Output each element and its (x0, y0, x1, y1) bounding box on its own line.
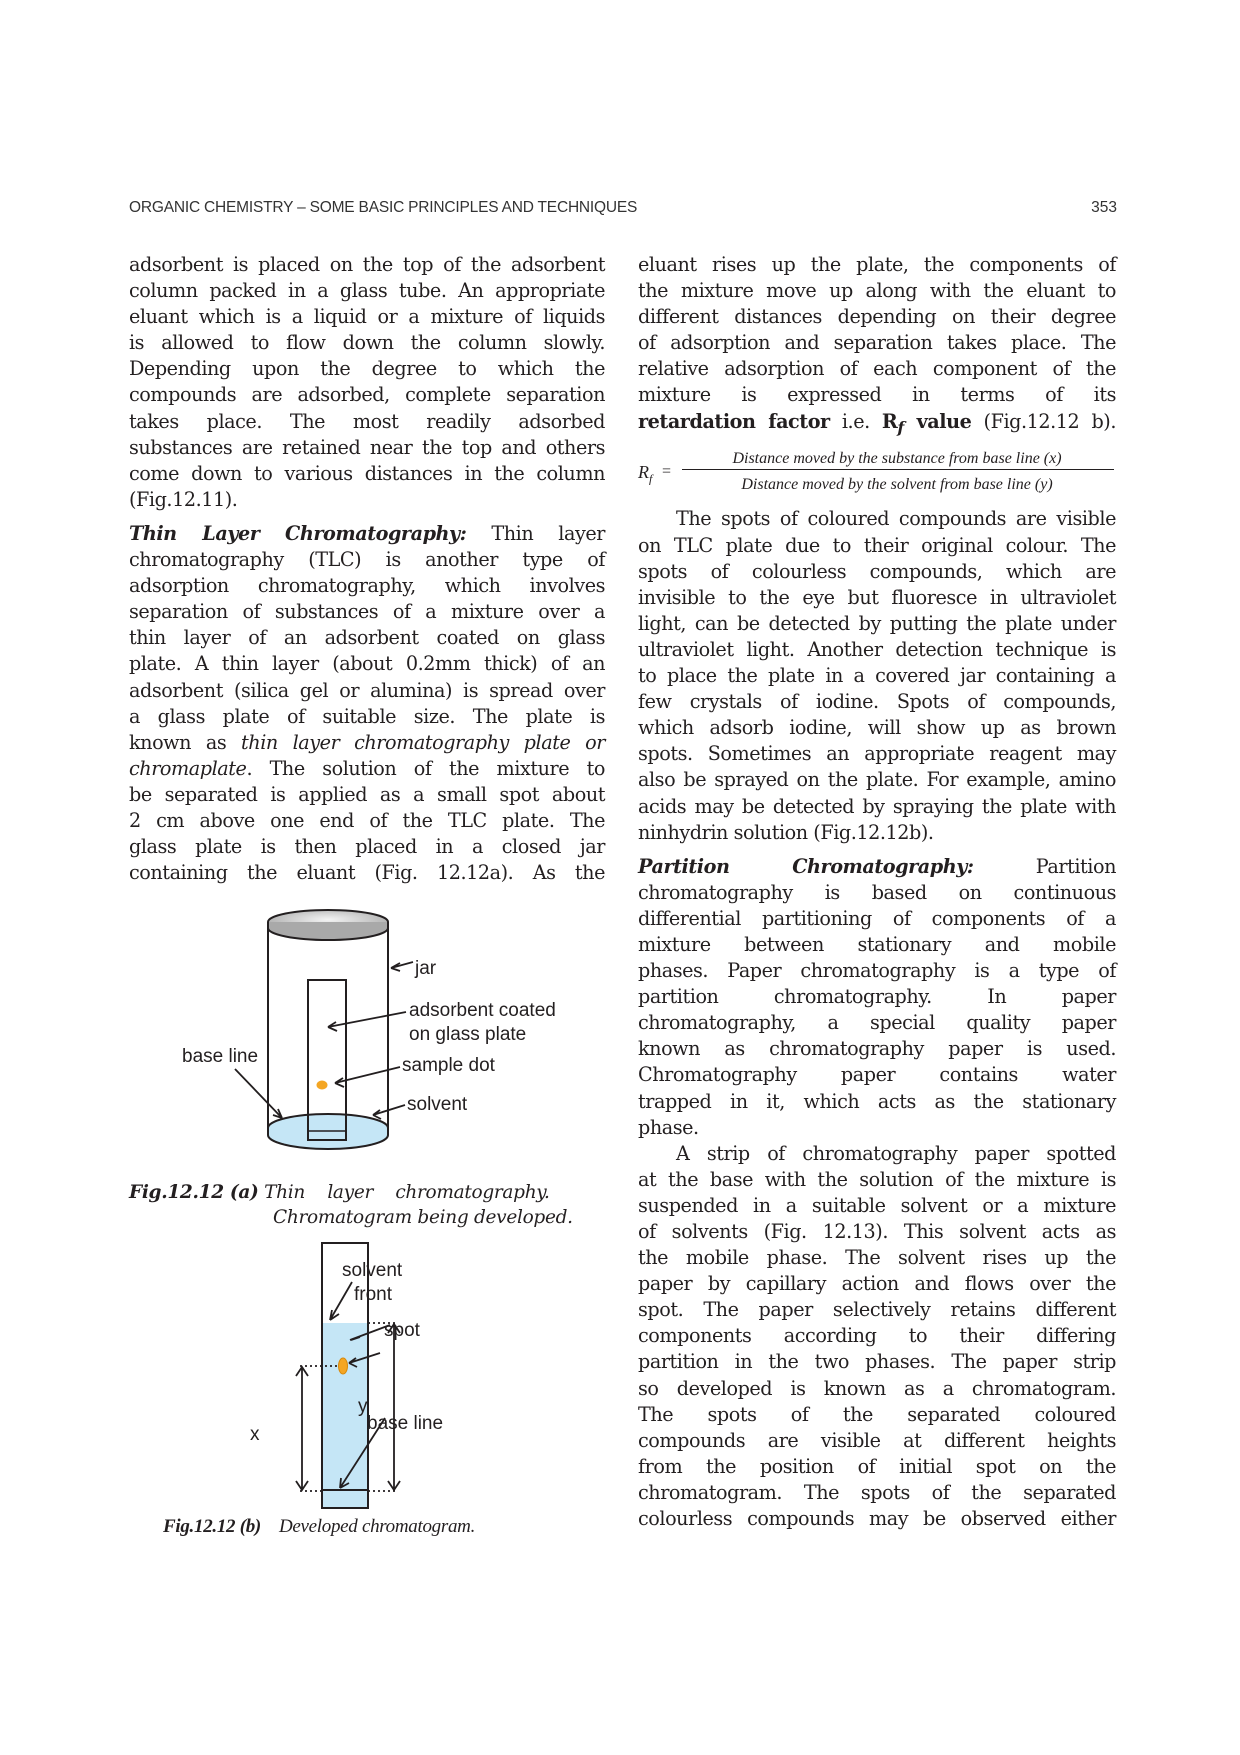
italic-term: chromaplate (129, 756, 247, 780)
text-line: (Fig.12.11). (129, 487, 238, 511)
text-line: of solvents (Fig. 12.13). This solvent acts as (638, 1220, 1116, 1244)
text-line: be separated is applied as a small spot about (129, 782, 605, 806)
chapter-title: ORGANIC CHEMISTRY – SOME BASIC PRINCIPLES AND TECHNIQUES (129, 199, 638, 216)
label-solvent-front-2: front (354, 1284, 393, 1305)
base-line-arrow (235, 1069, 282, 1118)
text-line: plate. A thin layer (about 0.2mm thick) of an (129, 652, 605, 676)
text-line: 2 cm above one end of the TLC plate. The (129, 808, 605, 832)
text-line: partition chromatography. In paper (638, 985, 1116, 1009)
text-line: chromatography, a special quality paper (638, 1011, 1116, 1035)
text-line: is allowed to flow down the column slowly. (129, 331, 605, 355)
text-line: compounds are visible at different heights (638, 1428, 1116, 1452)
text-line: colourless compounds may be observed either (638, 1507, 1116, 1531)
text-line: from the position of initial spot on the (638, 1454, 1116, 1478)
text-line: Partition Chromatography: Partition (638, 854, 1116, 878)
text-line: substances are retained near the top and others (129, 435, 605, 459)
text-line: mixture is expressed in terms of its (638, 383, 1116, 407)
detection-paragraph (638, 506, 1116, 845)
plate-arrow (328, 1012, 406, 1031)
formula-denominator: Distance moved by the solvent from base line (y) (741, 476, 1053, 494)
text-line: known as thin layer chromatography plate or (129, 730, 605, 754)
sample-dot (317, 1081, 328, 1090)
jar-lid-rim (268, 922, 388, 940)
text-line: known as chromatography paper is used. (638, 1037, 1116, 1061)
text-line: relative adsorption of each component of the (638, 357, 1116, 381)
sample-dot-arrow (335, 1067, 400, 1087)
figure-tlc-jar (160, 905, 600, 1165)
label-adsorbent-1: adsorbent coated (409, 1000, 556, 1021)
text-line: mixture between stationary and mobile (638, 932, 1116, 956)
bold-term-retardation-factor: retardation factor (638, 409, 830, 433)
text-line: retardation factor i.e. $R_f$ value (Fig.12.12 b). (638, 409, 1116, 437)
text-line: chromatogram. The spots of the separated (638, 1480, 1116, 1504)
text-line: paper by capillary action and flows over the (638, 1272, 1116, 1296)
text-line: containing the eluant (Fig. 12.12a). As the (129, 861, 605, 885)
formula-numerator: Distance moved by the substance from base line (x) (732, 450, 1062, 468)
text-line: phases. Paper chromatography is a type of (638, 959, 1116, 983)
label-sample-dot: sample dot (402, 1055, 495, 1076)
rf-formula (638, 446, 1116, 496)
text-line: which adsorb iodine, will show up as brown (638, 716, 1116, 740)
text-line: Thin Layer Chromatography: Thin layer (129, 521, 605, 545)
column-chromatography-paragraph (129, 252, 605, 513)
text-line: the mobile phase. The solvent rises up the (638, 1246, 1116, 1270)
partition-paragraph (638, 854, 1116, 1141)
text-line: the mixture move up along with the eluant to (638, 279, 1116, 303)
tlc-heading: Thin Layer Chromatography: (129, 521, 467, 545)
label-solvent: solvent (407, 1094, 468, 1115)
text-line: come down to various distances in the column (129, 461, 605, 485)
text-line: spots. Sometimes an appropriate reagent may (638, 742, 1116, 766)
text-line: partition in the two phases. The paper strip (638, 1350, 1116, 1374)
text-line: separation of substances of a mixture over a (129, 600, 605, 624)
right-column (638, 252, 1116, 1532)
text-line: differential partitioning of components of a (638, 906, 1116, 930)
text-line: suspended in a suitable solvent or a mixture (638, 1193, 1116, 1217)
label-solvent-front-1: solvent (342, 1260, 403, 1281)
text-line: Chromatography paper contains water (638, 1063, 1116, 1087)
label-adsorbent-2: on glass plate (409, 1024, 527, 1045)
text-line: The spots of coloured compounds are visible (676, 507, 1116, 531)
text-line: phase. (638, 1115, 699, 1139)
text-line: a glass plate of suitable size. The plate is (129, 704, 605, 728)
text-line: Depending upon the degree to which the (129, 357, 605, 381)
label-y: y (358, 1396, 368, 1417)
text-line: spot. The paper selectively retains different (638, 1298, 1116, 1322)
text-line: invisible to the eye but fluoresce in ultraviolet (638, 585, 1116, 609)
left-column (129, 252, 605, 886)
figure-a-caption (129, 1180, 599, 1230)
text-line: also be sprayed on the plate. For example, amino (638, 768, 1116, 792)
partition-heading: Partition Chromatography: (638, 854, 974, 878)
figure-a-caption-line2: Chromatogram being developed. (273, 1207, 573, 1228)
text-line: chromaplate. The solution of the mixture to (129, 756, 605, 780)
jar-arrow (391, 962, 413, 971)
text-line: of adsorption and separation takes place. The (638, 331, 1116, 355)
tlc-continued-paragraph (638, 252, 1116, 440)
formula-equals: = (662, 463, 672, 481)
text-line: thin layer of an adsorbent coated on glass (129, 626, 605, 650)
figure-b-caption-text: Developed chromatogram. (278, 1516, 476, 1537)
text-line: few crystals of iodine. Spots of compounds, (638, 690, 1116, 714)
text-line: on TLC plate due to their original colour. The (638, 533, 1116, 557)
text-line: to place the plate in a covered jar containing a (638, 664, 1116, 688)
chromatogram-diagram (250, 1240, 560, 1520)
running-header (129, 199, 1117, 221)
text-line: compounds are adsorbed, complete separation (129, 383, 605, 407)
text-line: chromatography (TLC) is another type of (129, 548, 605, 572)
text-line: acids may be detected by spraying the plate with (638, 794, 1116, 818)
x-distance-arrow (296, 1367, 308, 1490)
text-line: trapped in it, which acts as the stationary (638, 1089, 1116, 1113)
label-jar: jar (415, 958, 437, 979)
figure-a-caption-line1: Thin layer chromatography. (264, 1182, 550, 1203)
figure-b-label: Fig.12.12 (b) (163, 1516, 261, 1537)
fraction-bar (682, 469, 1114, 470)
text-line: column packed in a glass tube. An appropriate (129, 279, 605, 303)
text-line: eluant rises up the plate, the components of (638, 253, 1116, 276)
spot (339, 1358, 348, 1374)
text-line: chromatography is based on continuous (638, 880, 1116, 904)
text-line: adsorbent is placed on the top of the adsorbent (129, 253, 605, 276)
text-line: ultraviolet light. Another detection technique is (638, 637, 1116, 661)
figure-a-label: Fig.12.12 (a) (129, 1182, 259, 1203)
formula-lhs: $R_f$ (638, 462, 653, 487)
text-line: The spots of the separated coloured (638, 1402, 1116, 1426)
y-distance-arrow (388, 1324, 400, 1490)
bold-term-rf: $R_f$ value (881, 409, 972, 437)
tlc-paragraph (129, 521, 605, 886)
text-line: glass plate is then placed in a closed jar (129, 835, 605, 859)
text-line: A strip of chromatography paper spotted (676, 1141, 1116, 1165)
text-line: at the base with the solution of the mixture is (638, 1167, 1116, 1191)
text-line: eluant which is a liquid or a mixture of liquids (129, 305, 605, 329)
page-number: 353 (1091, 199, 1117, 216)
text-line: adsorption chromatography, which involves (129, 574, 605, 598)
text-line: takes place. The most readily adsorbed (129, 409, 605, 433)
label-spot: spot (384, 1320, 420, 1341)
text-line: adsorbent (silica gel or alumina) is spread over (129, 678, 605, 702)
figure-developed-chromatogram (250, 1240, 560, 1520)
text-line: different distances depending on their degree (638, 305, 1116, 329)
label-base-line: base line (182, 1046, 259, 1067)
figure-b-caption (163, 1514, 583, 1539)
text-line: ninhydrin solution (Fig.12.12b). (638, 820, 934, 844)
solvent-front-arrow (330, 1282, 352, 1320)
label-base-line-b: base line (367, 1413, 444, 1434)
text-line: so developed is known as a chromatogram. (638, 1376, 1116, 1400)
italic-term: thin layer chromatography plate or (241, 730, 605, 754)
text-line: light, can be detected by putting the plate under (638, 611, 1116, 635)
text-line: components according to their differing (638, 1324, 1116, 1348)
paper-strip-paragraph (638, 1141, 1116, 1532)
text-line: spots of colourless compounds, which are (638, 559, 1116, 583)
tlc-jar-diagram (160, 905, 600, 1165)
label-x: x (250, 1424, 260, 1445)
